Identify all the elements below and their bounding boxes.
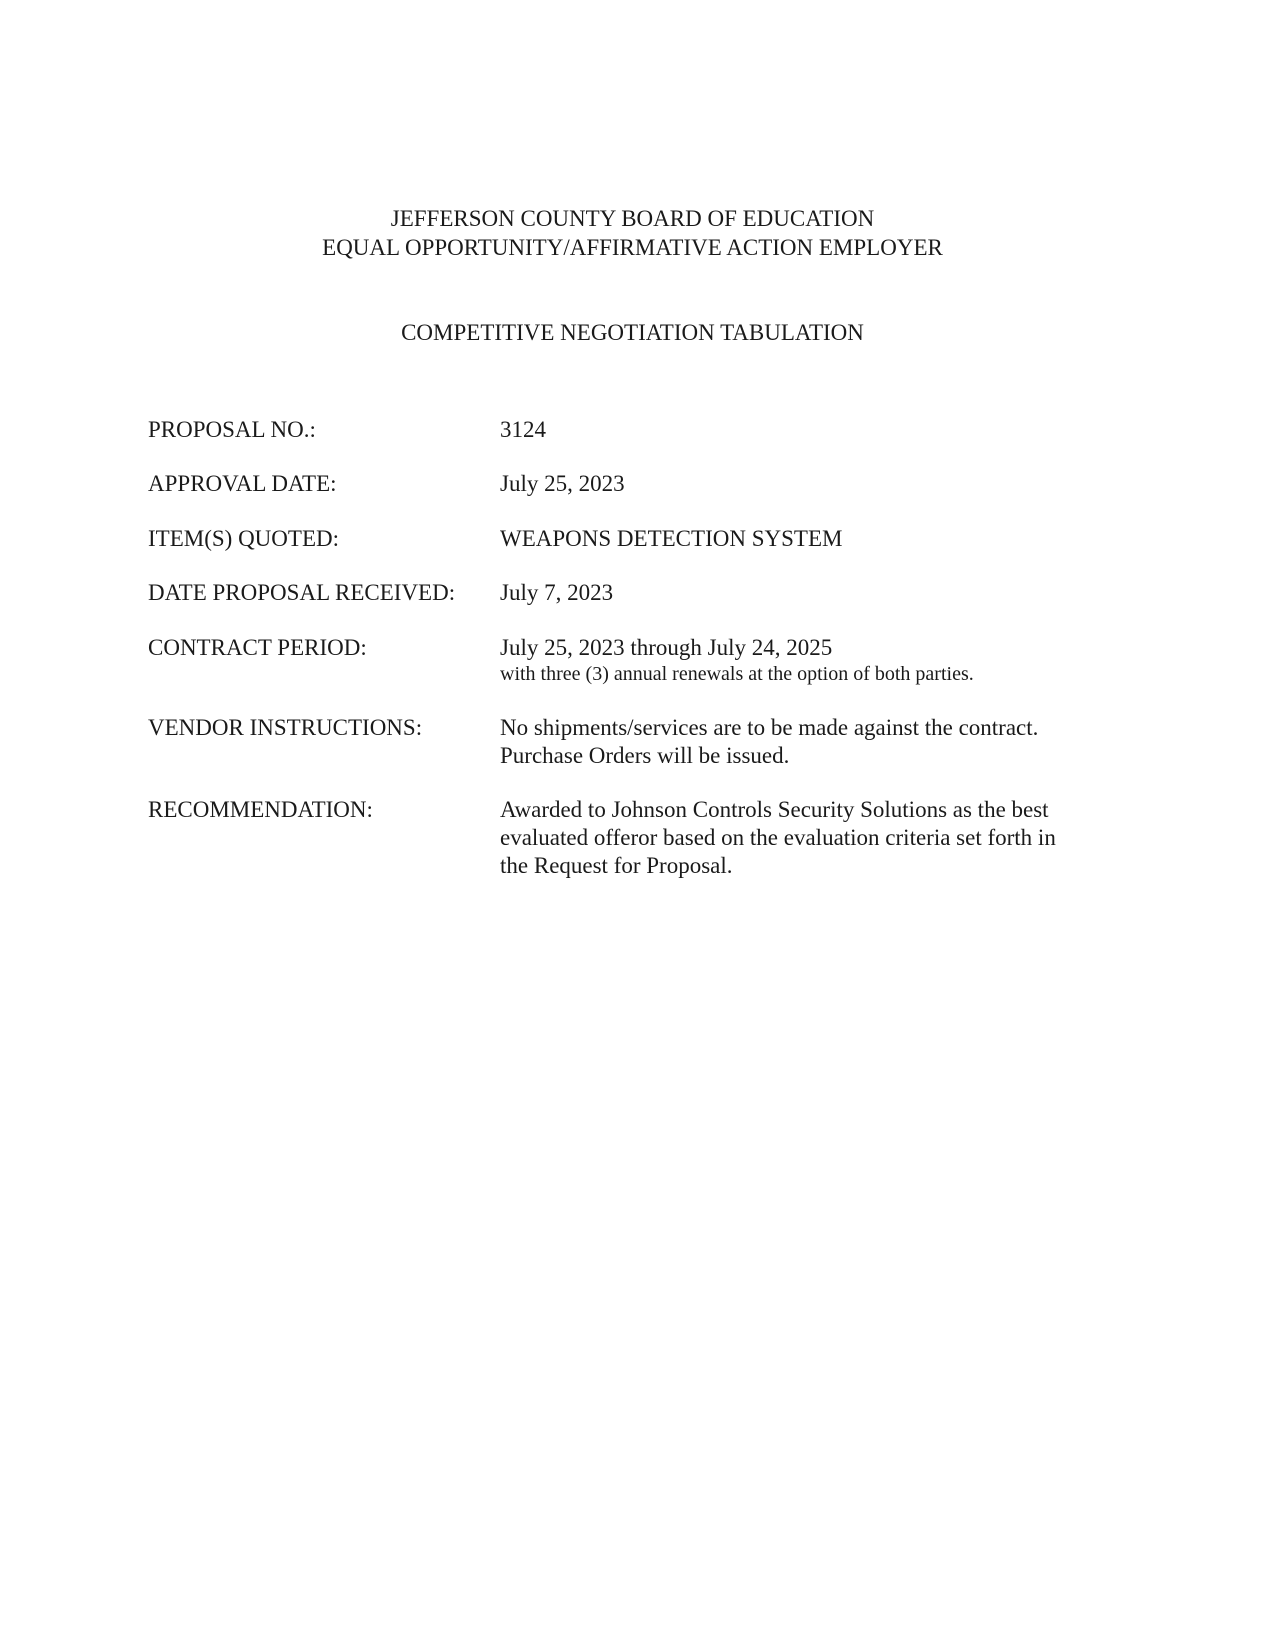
vendor-instructions-line: Purchase Orders will be issued. — [500, 743, 790, 768]
recommendation-line: Awarded to Johnson Controls Security Solutions as the best — [500, 797, 1049, 822]
date-received-label: DATE PROPOSAL RECEIVED: — [148, 580, 456, 605]
document-title: COMPETITIVE NEGOTIATION TABULATION — [401, 320, 864, 345]
contract-period-value — [500, 634, 1100, 686]
contract-period-note: with three (3) annual renewals at the option of both parties. — [500, 663, 974, 685]
items-quoted-text: WEAPONS DETECTION SYSTEM — [500, 526, 843, 551]
proposal-no-text: 3124 — [500, 417, 546, 442]
organization-name: JEFFERSON COUNTY BOARD OF EDUCATION — [390, 206, 875, 231]
approval-date-value — [500, 470, 1100, 498]
recommendation-value — [500, 796, 1100, 880]
vendor-instructions-label: VENDOR INSTRUCTIONS: — [148, 715, 423, 740]
organization-header — [0, 204, 1265, 262]
proposal-no-label: PROPOSAL NO.: — [148, 417, 316, 442]
date-received-value — [500, 579, 1100, 607]
items-quoted-label: ITEM(S) QUOTED: — [148, 526, 339, 551]
items-quoted-value — [500, 525, 1100, 553]
organization-tagline: EQUAL OPPORTUNITY/AFFIRMATIVE ACTION EMPLOYER — [322, 235, 943, 260]
approval-date-text: July 25, 2023 — [500, 471, 625, 496]
proposal-no-value — [500, 416, 1100, 444]
contract-period-text: July 25, 2023 through July 24, 2025 — [500, 635, 833, 660]
recommendation-label: RECOMMENDATION: — [148, 797, 373, 822]
date-received-text: July 7, 2023 — [500, 580, 614, 605]
approval-date-label: APPROVAL DATE: — [148, 471, 337, 496]
vendor-instructions-value — [500, 714, 1100, 770]
recommendation-line: the Request for Proposal. — [500, 853, 733, 878]
recommendation-line: evaluated offeror based on the evaluation criteria set forth in — [500, 825, 1056, 850]
contract-period-label: CONTRACT PERIOD: — [148, 635, 367, 660]
vendor-instructions-line: No shipments/services are to be made against the contract. — [500, 715, 1039, 740]
